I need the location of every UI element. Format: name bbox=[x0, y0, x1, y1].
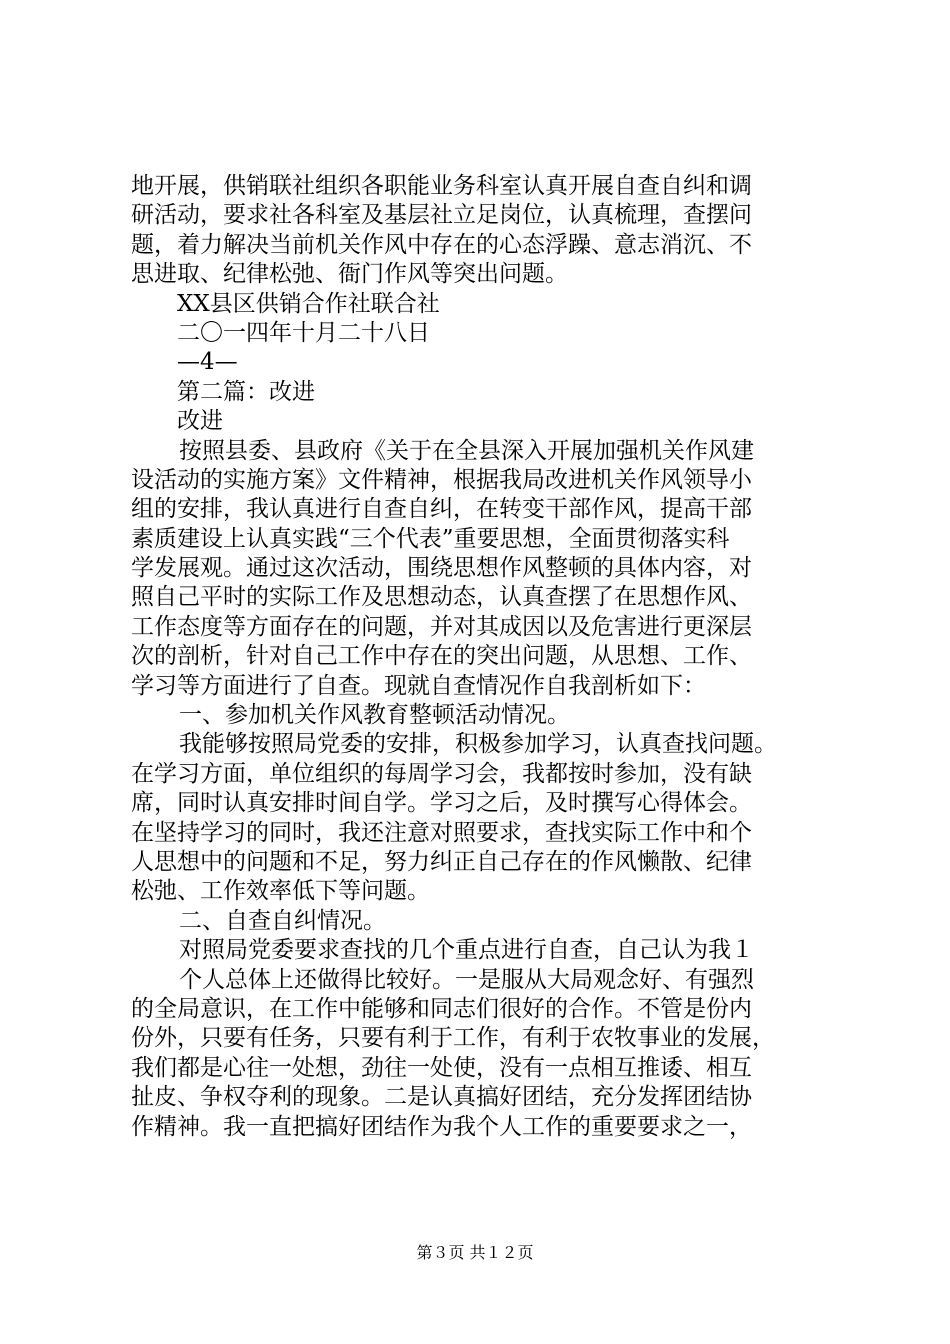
text-line: 地开展，供销联社组织各职能业务科室认真开展自查自纠和调 bbox=[131, 173, 752, 199]
text-line: 照自己平时的实际工作及思想动态，认真查摆了在思想作风、 bbox=[131, 584, 752, 611]
text-line: 研活动，要求社各科室及基层社立足岗位，认真梳理，查摆问 bbox=[131, 202, 752, 229]
text-line: 思进取、纪律松弛、衙门作风等突出问题。 bbox=[131, 261, 568, 288]
text-line: 学习等方面进行了自查。现就自查情况作自我剖析如下： bbox=[131, 672, 706, 699]
text-line: 在坚持学习的同时，我还注意对照要求，查找实际工作中和个 bbox=[131, 819, 752, 846]
organization-signature: XX县区供销合作社联合社 bbox=[177, 290, 440, 317]
text-line: 次的剖析，针对自己工作中存在的突出问题，从思想、工作、 bbox=[131, 643, 752, 670]
text-line: 组的安排，我认真进行自查自纠，在转变干部作风，提高干部 bbox=[131, 496, 752, 523]
text-line: 的全局意识，在工作中能够和同志们很好的合作。不管是份内 bbox=[131, 995, 752, 1022]
subsection-heading: 二、自查自纠情况。 bbox=[179, 907, 386, 934]
text-line: 人思想中的问题和不足，努力纠正自己存在的作风懒散、纪律 bbox=[131, 848, 752, 875]
page-footer: 第３页 共１２页 bbox=[416, 1243, 534, 1262]
text-line: 个人总体上还做得比较好。一是服从大局观念好、有强烈 bbox=[179, 966, 754, 993]
text-line: 我们都是心往一处想，劲往一处使，没有一点相互推诿、相互 bbox=[131, 1054, 752, 1081]
subsection-heading: 一、参加机关作风教育整顿活动情况。 bbox=[179, 702, 570, 729]
text-line: 席，同时认真安排时间自学。学习之后，及时撰写心得体会。 bbox=[131, 790, 752, 817]
section-heading: 第二篇：改进 bbox=[177, 378, 315, 405]
text-line: 按照县委、县政府《关于在全县深入开展加强机关作风建 bbox=[179, 437, 754, 464]
text-line: 在学习方面，单位组织的每周学习会，我都按时参加，没有缺 bbox=[131, 760, 752, 787]
text-line: 学发展观。通过这次活动，围绕思想作风整顿的具体内容，对 bbox=[131, 555, 752, 582]
text-line: 份外，只要有任务，只要有利于工作，有利于农牧事业的发展， bbox=[131, 1025, 775, 1052]
page-marker: —4— bbox=[177, 349, 238, 376]
document-body bbox=[131, 172, 831, 1142]
text-line: 设活动的实施方案》文件精神，根据我局改进机关作风领导小 bbox=[131, 466, 752, 493]
text-line: 工作态度等方面存在的问题，并对其成因以及危害进行更深层 bbox=[131, 613, 752, 640]
signature-date: 二〇一四年十月二十八日 bbox=[177, 319, 430, 346]
text-line: 作精神。我一直把搞好团结作为我个人工作的重要要求之一， bbox=[131, 1113, 752, 1140]
section-title: 改进 bbox=[177, 408, 223, 435]
text-line: 松弛、工作效率低下等问题。 bbox=[131, 878, 430, 905]
text-line: 我能够按照局党委的安排，积极参加学习，认真查找问题。 bbox=[179, 731, 777, 758]
text-line: 扯皮、争权夺利的现象。二是认真搞好团结，充分发挥团结协 bbox=[131, 1084, 752, 1111]
text-line: 对照局党委要求查找的几个重点进行自查，自己认为我１ bbox=[179, 937, 754, 964]
text-line: 题，着力解决当前机关作风中存在的心态浮躁、意志消沉、不 bbox=[131, 231, 752, 258]
text-line: 素质建设上认真实践“三个代表”重要思想，全面贯彻落实科 bbox=[131, 525, 730, 552]
